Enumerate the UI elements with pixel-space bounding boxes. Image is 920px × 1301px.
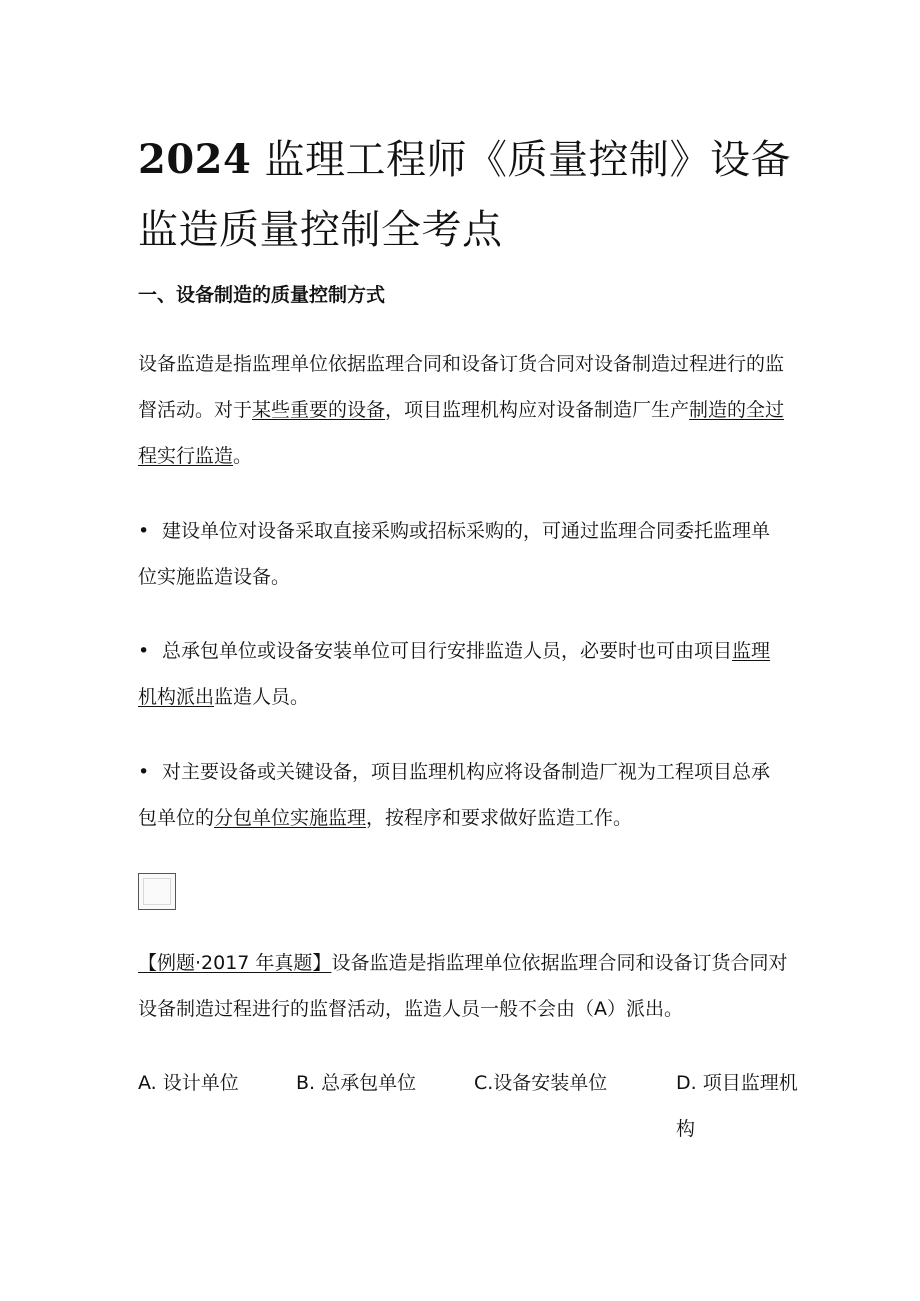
title-line2: 监造质量控制全考点 xyxy=(138,207,503,253)
bullet-icon: • xyxy=(138,761,150,783)
underlined-phrase: 某些重要的设备 xyxy=(252,399,386,421)
bullet-item: • 对主要设备或关键设备，项目监理机构应将设备制造厂视为工程项目总承包单位的分包单位实施监理，按程序和要求做好监造工作。 xyxy=(138,749,788,841)
option-d: D. 项目监理机构 xyxy=(676,1072,798,1140)
image-placeholder-icon xyxy=(138,873,176,910)
section-heading: 一、设备制造的质量控制方式 xyxy=(138,284,386,306)
underlined-phrase: 监理机构派出 xyxy=(138,640,771,708)
title-year: 2024 xyxy=(138,136,252,183)
underlined-phrase: 分包单位实施监理 xyxy=(214,807,367,829)
intro-paragraph: 设备监造是指监理单位依据监理合同和设备订货合同对设备制造过程进行的监督活动。对于某些重要的设备，项目监理机构应对设备制造厂生产制造的全过程实行监造。 xyxy=(138,353,785,467)
example-text: 设备监造是指监理单位依据监理合同和设备订货合同对设备制造过程进行的监督活动，监造人员一般不会由（A）派出。 xyxy=(138,952,788,1020)
option-a: A. 设计单位 xyxy=(138,1072,239,1094)
example-tag: 【例题·2017 年真题】 xyxy=(138,952,332,974)
bullet-item: • 总承包单位或设备安装单位可目行安排监造人员，必要时也可由项目监理机构派出监造人员。 xyxy=(138,628,788,720)
bullet-item: • 建设单位对设备采取直接采购或招标采购的，可通过监理合同委托监理单位实施监造设备。 xyxy=(138,508,788,600)
document-title xyxy=(138,125,798,265)
option-b: B. 总承包单位 xyxy=(296,1072,417,1094)
title-line1: 监理工程师《质量控制》设备 xyxy=(264,137,792,183)
underlined-phrase: 制造的全过程实行监造 xyxy=(138,399,785,467)
option-c: C.设备安装单位 xyxy=(474,1072,608,1094)
bullet-icon: • xyxy=(138,520,150,542)
bullet-icon: • xyxy=(138,640,150,662)
example-question xyxy=(138,940,788,1032)
